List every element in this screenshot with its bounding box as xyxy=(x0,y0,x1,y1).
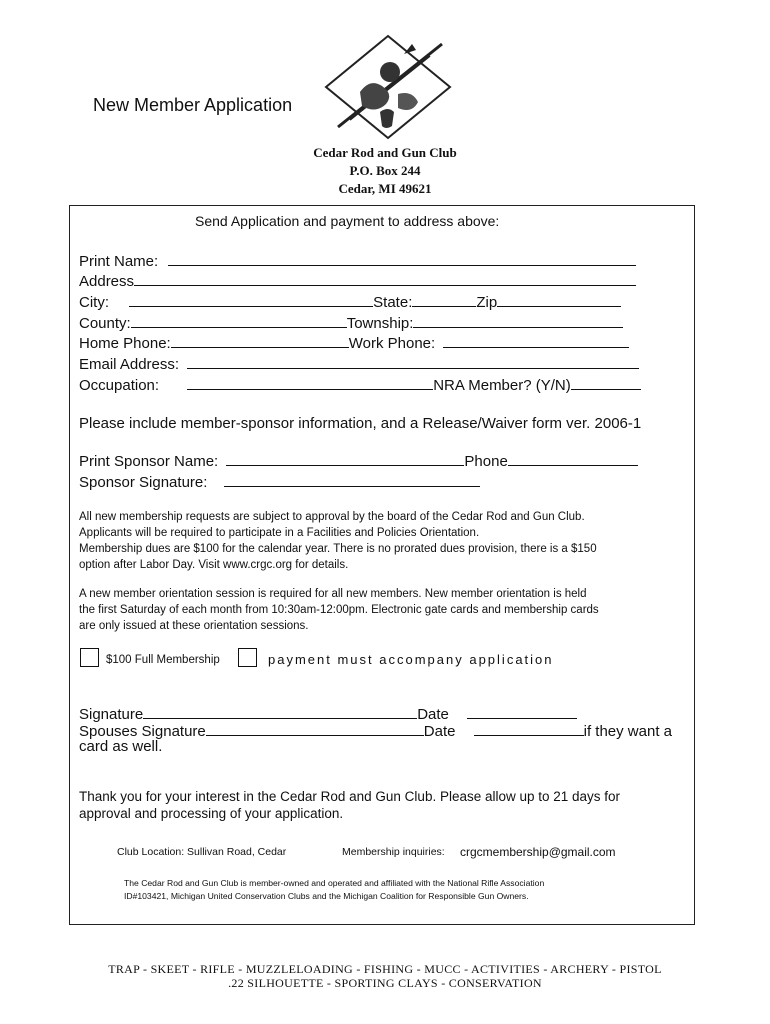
city-label: City: xyxy=(79,294,109,311)
spouse-date-label: Date xyxy=(423,723,456,740)
payment-checkbox[interactable] xyxy=(238,648,257,667)
home-phone-label: Home Phone: xyxy=(79,335,171,352)
thanks-line-2: approval and processing of your application. xyxy=(79,806,344,821)
email-label: Email Address: xyxy=(79,356,180,373)
club-logo-icon xyxy=(320,32,456,142)
signature-field[interactable] xyxy=(143,703,417,719)
address-label: Address xyxy=(79,273,135,290)
orientation-line-2: the first Saturday of each month from 10:30am-12:00pm. Electronic gate cards and membership cards xyxy=(79,604,599,616)
sponsor-name-label: Print Sponsor Name: xyxy=(79,453,219,470)
nra-field[interactable] xyxy=(571,374,641,390)
sponsor-name-row xyxy=(79,450,638,472)
policy-line-4: option after Labor Day. Visit www.crgc.org for details. xyxy=(79,559,349,571)
nra-label: NRA Member? (Y/N) xyxy=(433,377,571,394)
affiliation-line-2: ID#103421, Michigan United Conservation Clubs and the Michigan Coalition for Responsible Gun Owners. xyxy=(124,891,529,901)
home-phone-field[interactable] xyxy=(171,332,349,348)
spouse-signature-row xyxy=(79,720,672,742)
print-name-row xyxy=(79,250,636,272)
affiliation-line-1: The Cedar Rod and Gun Club is member-owned and operated and affiliated with the National Rifle Association xyxy=(124,878,545,888)
signature-label: Signature xyxy=(79,706,144,723)
date-label: Date xyxy=(417,706,449,723)
email-field[interactable] xyxy=(187,353,639,369)
work-phone-label: Work Phone: xyxy=(348,335,436,352)
policy-line-2: Applicants will be required to participate in a Facilities and Policies Orientation. xyxy=(79,527,480,539)
card-text: card as well. xyxy=(79,738,163,755)
footer-activities-line-1: TRAP - SKEET - RIFLE - MUZZLELOADING - FISHING - MUCC - ACTIVITIES - ARCHERY - PISTOL xyxy=(108,962,662,976)
club-name: Cedar Rod and Gun Club xyxy=(313,145,457,160)
sponsor-phone-label: Phone xyxy=(464,453,508,470)
spouse-signature-label: Spouses Signature xyxy=(79,723,206,740)
policy-line-1: All new membership requests are subject to approval by the board of the Cedar Rod and Gun Club. xyxy=(79,511,585,523)
sponsor-phone-field[interactable] xyxy=(508,450,638,466)
work-phone-field[interactable] xyxy=(443,332,629,348)
county-label: County: xyxy=(79,315,131,332)
policy-line-3: Membership dues are $100 for the calendar year. There is no prorated dues provision, there is a $150 xyxy=(79,543,597,555)
sponsor-signature-row xyxy=(79,471,480,493)
phone-row xyxy=(79,332,629,354)
spouse-signature-field[interactable] xyxy=(206,720,424,736)
city-row xyxy=(79,291,621,313)
date-field[interactable] xyxy=(467,703,577,719)
footer-activities-line-2: .22 SILHOUETTE - SPORTING CLAYS - CONSERVATION xyxy=(228,976,542,990)
full-membership-label: $100 Full Membership xyxy=(106,654,220,666)
print-name-label: Print Name: xyxy=(79,253,159,270)
orientation-line-1: A new member orientation session is required for all new members. New member orientation is held xyxy=(79,588,587,600)
state-field[interactable] xyxy=(412,291,476,307)
club-location: Club Location: Sullivan Road, Cedar xyxy=(117,846,287,858)
thanks-line-1: Thank you for your interest in the Cedar Rod and Gun Club. Please allow up to 21 days for xyxy=(79,789,621,804)
send-instruction: Send Application and payment to address above: xyxy=(195,213,500,229)
township-label: Township: xyxy=(346,315,414,332)
township-field[interactable] xyxy=(413,312,623,328)
sponsor-instruction: Please include member-sponsor information, and a Release/Waiver form ver. 2006-1 xyxy=(79,415,642,432)
sponsor-signature-label: Sponsor Signature: xyxy=(79,474,208,491)
spouse-tail-text: if they want a xyxy=(583,723,673,740)
city-field[interactable] xyxy=(129,291,373,307)
address-field[interactable] xyxy=(134,270,636,286)
occupation-label: Occupation: xyxy=(79,377,160,394)
address-row xyxy=(79,270,636,292)
payment-note: payment must accompany application xyxy=(268,652,554,667)
print-name-field[interactable] xyxy=(168,250,636,266)
page-title: New Member Application xyxy=(93,95,293,115)
orientation-line-3: are only issued at these orientation sessions. xyxy=(79,620,309,632)
zip-field[interactable] xyxy=(497,291,621,307)
occupation-field[interactable] xyxy=(187,374,433,390)
email-row xyxy=(79,353,639,375)
occupation-row xyxy=(79,374,641,396)
state-label: State: xyxy=(373,294,413,311)
inquiries-email-link[interactable]: crgcmembership@gmail.com xyxy=(460,845,616,859)
club-city: Cedar, MI 49621 xyxy=(338,181,432,196)
sponsor-signature-field[interactable] xyxy=(224,471,480,487)
club-po-box: P.O. Box 244 xyxy=(349,163,421,178)
county-field[interactable] xyxy=(131,312,347,328)
full-membership-checkbox[interactable] xyxy=(80,648,99,667)
zip-label: Zip xyxy=(476,294,498,311)
sponsor-name-field[interactable] xyxy=(226,450,464,466)
spouse-date-field[interactable] xyxy=(474,720,584,736)
inquiries-label: Membership inquiries: xyxy=(342,846,445,858)
county-row xyxy=(79,312,623,334)
